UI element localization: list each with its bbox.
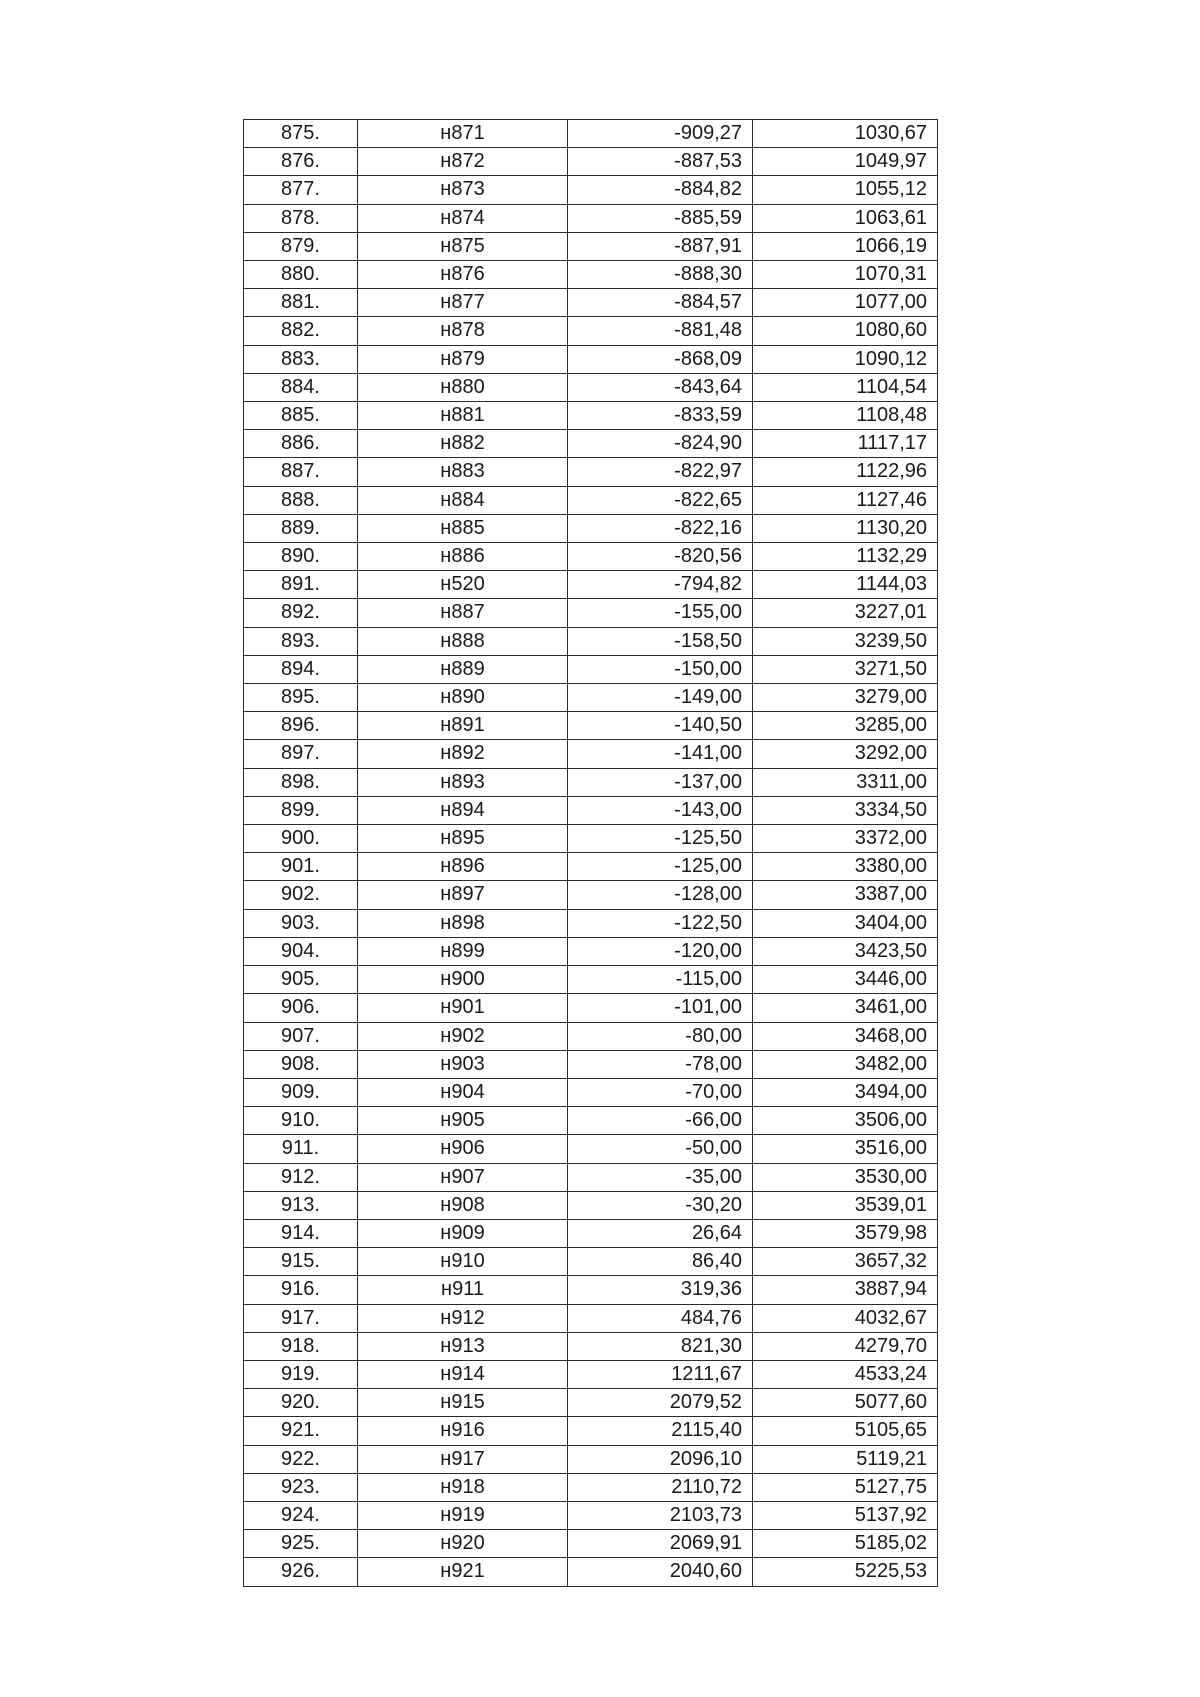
row-number-cell: 915. [244, 1248, 358, 1276]
table-row [244, 994, 938, 1022]
y-coordinate-cell: 4279,70 [753, 1332, 938, 1360]
x-coordinate-cell: -66,00 [568, 1107, 753, 1135]
table-row [244, 232, 938, 260]
row-number-cell: 896. [244, 712, 358, 740]
table-row [244, 1360, 938, 1388]
row-number-cell: 920. [244, 1389, 358, 1417]
y-coordinate-cell: 3506,00 [753, 1107, 938, 1135]
y-coordinate-cell: 5185,02 [753, 1530, 938, 1558]
x-coordinate-cell: -35,00 [568, 1163, 753, 1191]
table-row [244, 1219, 938, 1247]
table-row [244, 458, 938, 486]
x-coordinate-cell: -884,82 [568, 176, 753, 204]
point-name-cell: н901 [358, 994, 568, 1022]
row-number-cell: 882. [244, 317, 358, 345]
point-name-cell: н905 [358, 1107, 568, 1135]
point-name-cell: н916 [358, 1417, 568, 1445]
row-number-cell: 881. [244, 289, 358, 317]
point-name-cell: н915 [358, 1389, 568, 1417]
point-name-cell: н919 [358, 1501, 568, 1529]
point-name-cell: н878 [358, 317, 568, 345]
y-coordinate-cell: 1070,31 [753, 261, 938, 289]
row-number-cell: 901. [244, 853, 358, 881]
row-number-cell: 889. [244, 514, 358, 542]
row-number-cell: 885. [244, 402, 358, 430]
x-coordinate-cell: -141,00 [568, 740, 753, 768]
x-coordinate-cell: -820,56 [568, 543, 753, 571]
y-coordinate-cell: 1117,17 [753, 430, 938, 458]
row-number-cell: 911. [244, 1135, 358, 1163]
point-name-cell: н899 [358, 937, 568, 965]
point-name-cell: н876 [358, 261, 568, 289]
table-row [244, 289, 938, 317]
y-coordinate-cell: 1063,61 [753, 204, 938, 232]
y-coordinate-cell: 3530,00 [753, 1163, 938, 1191]
table-row [244, 966, 938, 994]
table-row [244, 1022, 938, 1050]
row-number-cell: 898. [244, 768, 358, 796]
y-coordinate-cell: 1066,19 [753, 232, 938, 260]
table-row [244, 261, 938, 289]
table-row [244, 1191, 938, 1219]
y-coordinate-cell: 1030,67 [753, 120, 938, 148]
row-number-cell: 916. [244, 1276, 358, 1304]
point-name-cell: н889 [358, 655, 568, 683]
point-name-cell: н880 [358, 373, 568, 401]
y-coordinate-cell: 3380,00 [753, 853, 938, 881]
x-coordinate-cell: -122,50 [568, 909, 753, 937]
x-coordinate-cell: -78,00 [568, 1050, 753, 1078]
y-coordinate-cell: 3482,00 [753, 1050, 938, 1078]
point-name-cell: н873 [358, 176, 568, 204]
row-number-cell: 903. [244, 909, 358, 937]
point-name-cell: н883 [358, 458, 568, 486]
x-coordinate-cell: -149,00 [568, 684, 753, 712]
table-row [244, 148, 938, 176]
x-coordinate-cell: -881,48 [568, 317, 753, 345]
row-number-cell: 888. [244, 486, 358, 514]
y-coordinate-cell: 3494,00 [753, 1078, 938, 1106]
row-number-cell: 883. [244, 345, 358, 373]
x-coordinate-cell: -115,00 [568, 966, 753, 994]
point-name-cell: н906 [358, 1135, 568, 1163]
point-name-cell: н875 [358, 232, 568, 260]
row-number-cell: 887. [244, 458, 358, 486]
table-row [244, 176, 938, 204]
point-name-cell: н884 [358, 486, 568, 514]
row-number-cell: 891. [244, 571, 358, 599]
table-row [244, 571, 938, 599]
table-row [244, 514, 938, 542]
point-name-cell: н879 [358, 345, 568, 373]
table-row [244, 1332, 938, 1360]
y-coordinate-cell: 3387,00 [753, 881, 938, 909]
coordinates-table-body [244, 120, 938, 1587]
row-number-cell: 879. [244, 232, 358, 260]
row-number-cell: 900. [244, 825, 358, 853]
y-coordinate-cell: 3516,00 [753, 1135, 938, 1163]
table-row [244, 1530, 938, 1558]
x-coordinate-cell: -909,27 [568, 120, 753, 148]
table-row [244, 1389, 938, 1417]
y-coordinate-cell: 4533,24 [753, 1360, 938, 1388]
table-row [244, 684, 938, 712]
row-number-cell: 924. [244, 1501, 358, 1529]
y-coordinate-cell: 3404,00 [753, 909, 938, 937]
table-row [244, 1473, 938, 1501]
table-row [244, 853, 938, 881]
y-coordinate-cell: 5105,65 [753, 1417, 938, 1445]
row-number-cell: 876. [244, 148, 358, 176]
x-coordinate-cell: -128,00 [568, 881, 753, 909]
table-row [244, 1501, 938, 1529]
y-coordinate-cell: 3279,00 [753, 684, 938, 712]
point-name-cell: н881 [358, 402, 568, 430]
row-number-cell: 899. [244, 796, 358, 824]
x-coordinate-cell: -70,00 [568, 1078, 753, 1106]
row-number-cell: 905. [244, 966, 358, 994]
table-row [244, 909, 938, 937]
table-row [244, 1304, 938, 1332]
point-name-cell: н900 [358, 966, 568, 994]
x-coordinate-cell: -824,90 [568, 430, 753, 458]
x-coordinate-cell: 2115,40 [568, 1417, 753, 1445]
table-row [244, 1558, 938, 1586]
table-row [244, 599, 938, 627]
table-row [244, 712, 938, 740]
point-name-cell: н885 [358, 514, 568, 542]
point-name-cell: н897 [358, 881, 568, 909]
y-coordinate-cell: 5127,75 [753, 1473, 938, 1501]
x-coordinate-cell: 484,76 [568, 1304, 753, 1332]
row-number-cell: 893. [244, 627, 358, 655]
y-coordinate-cell: 1132,29 [753, 543, 938, 571]
y-coordinate-cell: 3334,50 [753, 796, 938, 824]
point-name-cell: н920 [358, 1530, 568, 1558]
table-row [244, 317, 938, 345]
row-number-cell: 894. [244, 655, 358, 683]
y-coordinate-cell: 3227,01 [753, 599, 938, 627]
row-number-cell: 902. [244, 881, 358, 909]
table-row [244, 204, 938, 232]
x-coordinate-cell: 2103,73 [568, 1501, 753, 1529]
point-name-cell: н882 [358, 430, 568, 458]
row-number-cell: 925. [244, 1530, 358, 1558]
table-row [244, 627, 938, 655]
table-row [244, 1135, 938, 1163]
x-coordinate-cell: -140,50 [568, 712, 753, 740]
row-number-cell: 880. [244, 261, 358, 289]
y-coordinate-cell: 3285,00 [753, 712, 938, 740]
row-number-cell: 897. [244, 740, 358, 768]
x-coordinate-cell: 2096,10 [568, 1445, 753, 1473]
row-number-cell: 895. [244, 684, 358, 712]
y-coordinate-cell: 3887,94 [753, 1276, 938, 1304]
row-number-cell: 878. [244, 204, 358, 232]
x-coordinate-cell: -887,91 [568, 232, 753, 260]
point-name-cell: н912 [358, 1304, 568, 1332]
x-coordinate-cell: 26,64 [568, 1219, 753, 1247]
table-row [244, 543, 938, 571]
x-coordinate-cell: -888,30 [568, 261, 753, 289]
row-number-cell: 913. [244, 1191, 358, 1219]
point-name-cell: н898 [358, 909, 568, 937]
table-row [244, 740, 938, 768]
x-coordinate-cell: 2110,72 [568, 1473, 753, 1501]
point-name-cell: н913 [358, 1332, 568, 1360]
row-number-cell: 922. [244, 1445, 358, 1473]
y-coordinate-cell: 3423,50 [753, 937, 938, 965]
point-name-cell: н896 [358, 853, 568, 881]
point-name-cell: н917 [358, 1445, 568, 1473]
x-coordinate-cell: -155,00 [568, 599, 753, 627]
x-coordinate-cell: -833,59 [568, 402, 753, 430]
x-coordinate-cell: -50,00 [568, 1135, 753, 1163]
table-row [244, 881, 938, 909]
y-coordinate-cell: 1049,97 [753, 148, 938, 176]
table-row [244, 1445, 938, 1473]
point-name-cell: н895 [358, 825, 568, 853]
table-row [244, 1276, 938, 1304]
point-name-cell: н903 [358, 1050, 568, 1078]
row-number-cell: 904. [244, 937, 358, 965]
point-name-cell: н902 [358, 1022, 568, 1050]
table-row [244, 373, 938, 401]
x-coordinate-cell: 319,36 [568, 1276, 753, 1304]
table-row [244, 825, 938, 853]
y-coordinate-cell: 4032,67 [753, 1304, 938, 1332]
point-name-cell: н921 [358, 1558, 568, 1586]
x-coordinate-cell: -137,00 [568, 768, 753, 796]
row-number-cell: 926. [244, 1558, 358, 1586]
table-row [244, 1078, 938, 1106]
point-name-cell: н911 [358, 1276, 568, 1304]
x-coordinate-cell: -822,16 [568, 514, 753, 542]
x-coordinate-cell: -125,50 [568, 825, 753, 853]
x-coordinate-cell: -158,50 [568, 627, 753, 655]
table-row [244, 796, 938, 824]
y-coordinate-cell: 3271,50 [753, 655, 938, 683]
y-coordinate-cell: 3579,98 [753, 1219, 938, 1247]
y-coordinate-cell: 3239,50 [753, 627, 938, 655]
x-coordinate-cell: -887,53 [568, 148, 753, 176]
row-number-cell: 906. [244, 994, 358, 1022]
row-number-cell: 912. [244, 1163, 358, 1191]
y-coordinate-cell: 1104,54 [753, 373, 938, 401]
point-name-cell: н892 [358, 740, 568, 768]
x-coordinate-cell: 86,40 [568, 1248, 753, 1276]
point-name-cell: н520 [358, 571, 568, 599]
y-coordinate-cell: 1130,20 [753, 514, 938, 542]
x-coordinate-cell: -794,82 [568, 571, 753, 599]
y-coordinate-cell: 5137,92 [753, 1501, 938, 1529]
row-number-cell: 908. [244, 1050, 358, 1078]
x-coordinate-cell: -868,09 [568, 345, 753, 373]
point-name-cell: н891 [358, 712, 568, 740]
y-coordinate-cell: 3372,00 [753, 825, 938, 853]
point-name-cell: н904 [358, 1078, 568, 1106]
x-coordinate-cell: 2079,52 [568, 1389, 753, 1417]
row-number-cell: 910. [244, 1107, 358, 1135]
x-coordinate-cell: -822,97 [568, 458, 753, 486]
y-coordinate-cell: 1090,12 [753, 345, 938, 373]
x-coordinate-cell: -885,59 [568, 204, 753, 232]
point-name-cell: н871 [358, 120, 568, 148]
y-coordinate-cell: 3292,00 [753, 740, 938, 768]
row-number-cell: 886. [244, 430, 358, 458]
y-coordinate-cell: 1127,46 [753, 486, 938, 514]
y-coordinate-cell: 5119,21 [753, 1445, 938, 1473]
x-coordinate-cell: -125,00 [568, 853, 753, 881]
y-coordinate-cell: 1122,96 [753, 458, 938, 486]
point-name-cell: н890 [358, 684, 568, 712]
row-number-cell: 907. [244, 1022, 358, 1050]
x-coordinate-cell: 2069,91 [568, 1530, 753, 1558]
table-row [244, 345, 938, 373]
x-coordinate-cell: -884,57 [568, 289, 753, 317]
row-number-cell: 919. [244, 1360, 358, 1388]
y-coordinate-cell: 3468,00 [753, 1022, 938, 1050]
table-row [244, 655, 938, 683]
row-number-cell: 875. [244, 120, 358, 148]
row-number-cell: 877. [244, 176, 358, 204]
row-number-cell: 890. [244, 543, 358, 571]
point-name-cell: н894 [358, 796, 568, 824]
x-coordinate-cell: -101,00 [568, 994, 753, 1022]
x-coordinate-cell: 821,30 [568, 1332, 753, 1360]
table-row [244, 1050, 938, 1078]
x-coordinate-cell: -143,00 [568, 796, 753, 824]
table-row [244, 1248, 938, 1276]
y-coordinate-cell: 3446,00 [753, 966, 938, 994]
point-name-cell: н874 [358, 204, 568, 232]
row-number-cell: 923. [244, 1473, 358, 1501]
x-coordinate-cell: -843,64 [568, 373, 753, 401]
x-coordinate-cell: 2040,60 [568, 1558, 753, 1586]
coordinates-table [243, 119, 938, 1587]
row-number-cell: 884. [244, 373, 358, 401]
point-name-cell: н910 [358, 1248, 568, 1276]
row-number-cell: 921. [244, 1417, 358, 1445]
y-coordinate-cell: 3461,00 [753, 994, 938, 1022]
x-coordinate-cell: 1211,67 [568, 1360, 753, 1388]
y-coordinate-cell: 3657,32 [753, 1248, 938, 1276]
table-row [244, 1107, 938, 1135]
point-name-cell: н877 [358, 289, 568, 317]
y-coordinate-cell: 1080,60 [753, 317, 938, 345]
table-row [244, 120, 938, 148]
x-coordinate-cell: -80,00 [568, 1022, 753, 1050]
table-row [244, 1163, 938, 1191]
point-name-cell: н886 [358, 543, 568, 571]
row-number-cell: 917. [244, 1304, 358, 1332]
point-name-cell: н918 [358, 1473, 568, 1501]
row-number-cell: 909. [244, 1078, 358, 1106]
table-row [244, 402, 938, 430]
table-row [244, 430, 938, 458]
y-coordinate-cell: 1077,00 [753, 289, 938, 317]
y-coordinate-cell: 1055,12 [753, 176, 938, 204]
y-coordinate-cell: 1108,48 [753, 402, 938, 430]
y-coordinate-cell: 5077,60 [753, 1389, 938, 1417]
row-number-cell: 918. [244, 1332, 358, 1360]
point-name-cell: н909 [358, 1219, 568, 1247]
x-coordinate-cell: -822,65 [568, 486, 753, 514]
x-coordinate-cell: -150,00 [568, 655, 753, 683]
table-row [244, 486, 938, 514]
table-row [244, 937, 938, 965]
point-name-cell: н888 [358, 627, 568, 655]
y-coordinate-cell: 3539,01 [753, 1191, 938, 1219]
point-name-cell: н887 [358, 599, 568, 627]
y-coordinate-cell: 5225,53 [753, 1558, 938, 1586]
x-coordinate-cell: -120,00 [568, 937, 753, 965]
y-coordinate-cell: 3311,00 [753, 768, 938, 796]
row-number-cell: 914. [244, 1219, 358, 1247]
table-row [244, 768, 938, 796]
point-name-cell: н893 [358, 768, 568, 796]
y-coordinate-cell: 1144,03 [753, 571, 938, 599]
point-name-cell: н872 [358, 148, 568, 176]
row-number-cell: 892. [244, 599, 358, 627]
table-row [244, 1417, 938, 1445]
point-name-cell: н907 [358, 1163, 568, 1191]
x-coordinate-cell: -30,20 [568, 1191, 753, 1219]
point-name-cell: н908 [358, 1191, 568, 1219]
point-name-cell: н914 [358, 1360, 568, 1388]
